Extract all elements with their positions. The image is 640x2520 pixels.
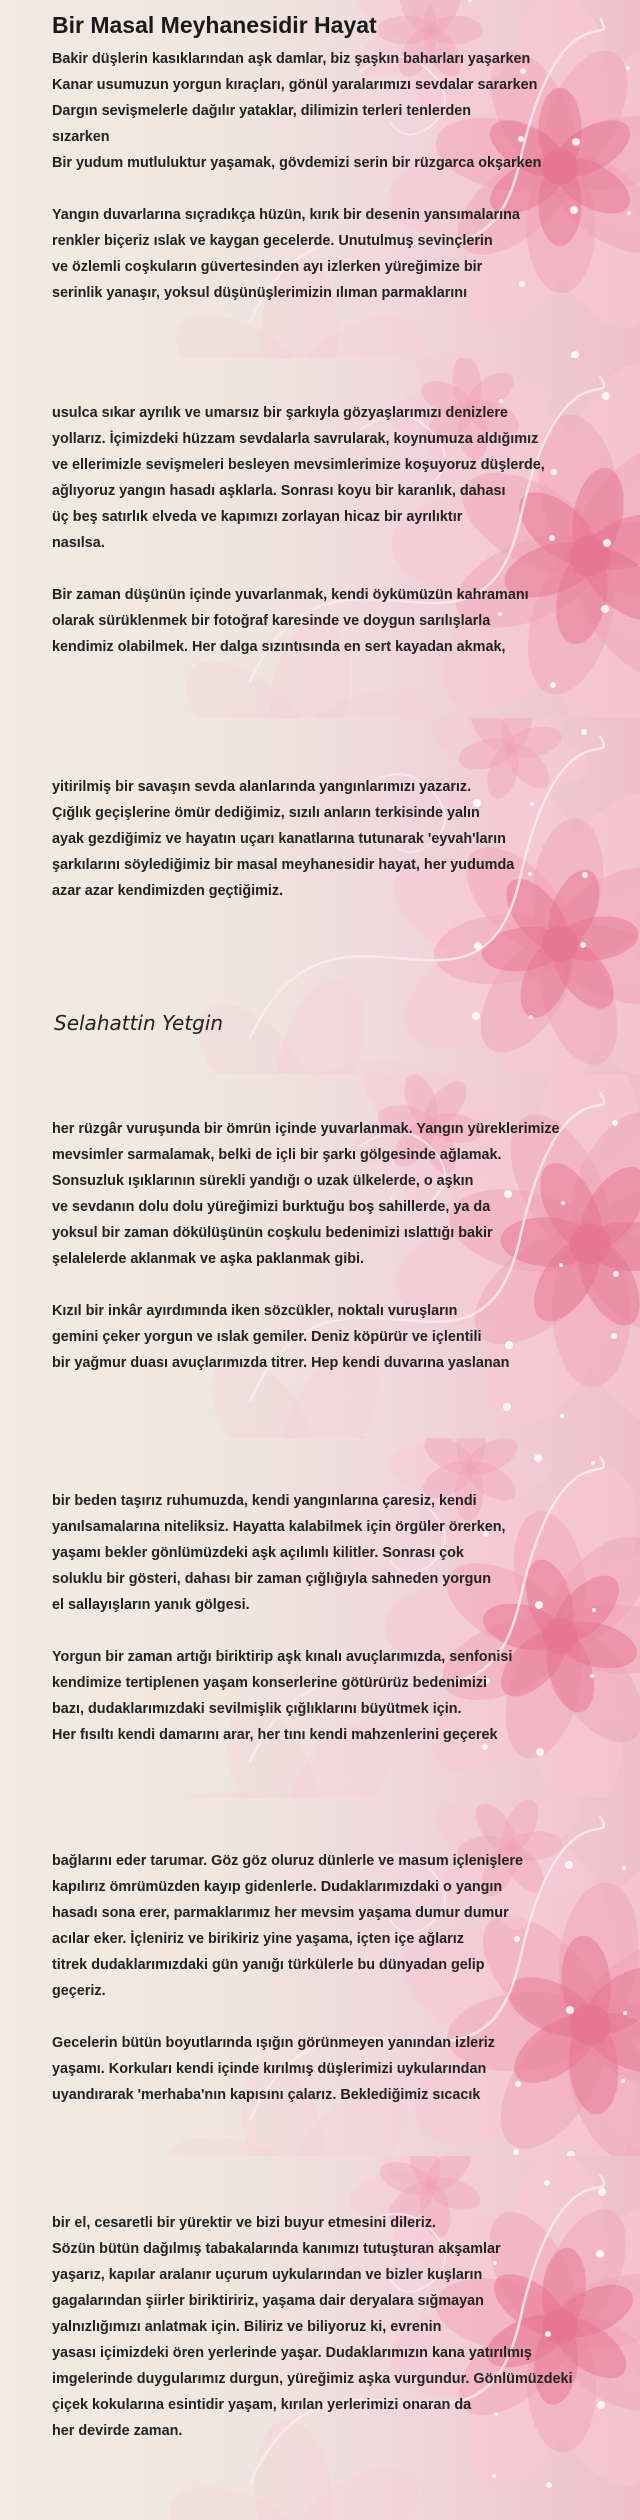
stanza (52, 2030, 640, 2108)
poem-line: acılar eker. İçleniriz ve birikiriz yine yaşama, içten içe ağlarız (52, 1931, 464, 1947)
poem-line: Çığlık geçişlerine ömür dediğimiz, sızılı anların terkisinde yalın (52, 805, 480, 821)
panel-text (52, 774, 640, 904)
panel-text (52, 2210, 640, 2444)
poem-line: Yorgun bir zaman artığı biriktirip aşk kınalı avuçlarımızda, senfonisi (52, 1649, 513, 1665)
panel-text (52, 1116, 640, 1376)
poem-line: üç beş satırlık elveda ve kapımızı zorlayan hicaz bir ayrılıktır (52, 509, 463, 525)
poem-line: yaşamı. Korkuları kendi içinde kırılmış düşlerimizi uykularından (52, 2061, 487, 2077)
author-name: Selahattin Yetgin (54, 1011, 224, 1035)
stanza (52, 1116, 640, 1272)
poem-line: Sözün bütün dağılmış tabakalarında kanımızı tutuşturan akşamlar (52, 2241, 501, 2257)
poem-line: yaşamı bekler gönlümüzdeki aşk açılımlı kilitler. Sonrası çok (52, 1545, 464, 1561)
poem-line: yalnızlığımızı anlatmak için. Biliriz ve biliyoruz ki, evrenin (52, 2319, 442, 2335)
poem-line: bir el, cesaretli bir yürektir ve bizi buyur etmesini dileriz. (52, 2215, 436, 2231)
poem-panel-7 (0, 2156, 640, 2520)
poem-line: bağlarını eder tarumar. Göz göz oluruz dünlerle ve masum içlenişlere (52, 1853, 524, 1869)
poem-line: yoksul bir zaman dökülüşünün coşkulu bedenimizi ıslattığı bakir (52, 1225, 493, 1241)
poem-title: Bir Masal Meyhanesidir Hayat (52, 12, 377, 38)
poem-line: her devirde zaman. (52, 2423, 183, 2439)
poem-line: serinlik yanaşır, yoksul düşünüşlerimizin ılıman parmaklarını (52, 285, 468, 301)
poem-line: yaşarız, kapılar aralanır uçurum uykularından ve bizler kuşların (52, 2267, 483, 2283)
poem-line: nasılsa. (52, 535, 105, 551)
poem-line: kendimiz olabilmek. Her dalga sızıntısında en sert kayadan akmak, (52, 639, 506, 655)
poem-panel-1 (0, 0, 640, 358)
poem-line: kendimize tertiplenen yaşam konserlerine götürürüz bedenimizi (52, 1675, 488, 1691)
poem-line: renkler biçeriz ıslak ve kaygan gecelerde. Unutulmuş sevinçlerin (52, 233, 493, 249)
poem-line: bir yağmur duası avuçlarımızda titrer. Hep kendi duvarına yaslanan (52, 1355, 510, 1371)
poem-line: azar azar kendimizden geçtiğimiz. (52, 883, 284, 899)
poem-line: Sonsuzluk ışıklarının sürekli yandığı o uzak ülkelerde, o aşkın (52, 1173, 474, 1189)
poem-line: yanılsamalarına niteliksiz. Hayatta kalabilmek için örgüler örerken, (52, 1519, 506, 1535)
poem-line: şarkılarını söylediğimiz bir masal meyhanesidir hayat, her yudumda (52, 857, 515, 873)
poem-line: ağlıyoruz yangın hasadı aşklarla. Sonrası koyu bir karanlık, dahası (52, 483, 506, 499)
poem-line: her rüzgâr vuruşunda bir ömrün içinde yuvarlanmak. Yangın yüreklerimize (52, 1121, 560, 1137)
poem-line: Dargın sevişmelerle dağılır yataklar, dilimizin terleri tenlerden (52, 103, 472, 119)
stanza (52, 1848, 640, 2004)
poem-line: uyandırarak 'merhaba'nın kapısını çalarız. Beklediğimiz sıcacık (52, 2087, 481, 2103)
poem-line: usulca sıkar ayrılık ve umarsız bir şarkıyla gözyaşlarımızı denizlere (52, 405, 508, 421)
stanza (52, 2210, 640, 2444)
poem-line: mevsimler sarmalamak, belki de içli bir şarkı gölgesinde ağlamak. (52, 1147, 502, 1163)
stanza (52, 46, 640, 176)
poem-line: sızarken (52, 129, 110, 145)
poem-line: Her fısıltı kendi damarını arar, her tını kendi mahzenlerini geçerek (52, 1727, 498, 1743)
poem-line: ve ellerimizle sevişmeleri besleyen mevsimlerimize koşuyoruz düşlerde, (52, 457, 545, 473)
poem-line: olarak sürüklenmek bir fotoğraf karesinde ve doygun sarılışlarla (52, 613, 491, 629)
poem-line: kapılırız ömrümüzden kayıp gidenlerle. Dudaklarımızdaki o yangın (52, 1879, 503, 1895)
poem-line: Kızıl bir inkâr ayırdımında iken sözcükler, noktalı vuruşların (52, 1303, 458, 1319)
poem-line: yasası içimizdeki ören yerlerinde yaşar. Dudaklarımızın kana yatırılmış (52, 2345, 532, 2361)
panel-text (52, 46, 640, 306)
poem-line: Bakir düşlerin kasıklarından aşk damlar, biz şaşkın baharları yaşarken (52, 51, 531, 67)
poem-line: Yangın duvarlarına sıçradıkça hüzün, kırık bir desenin yansımalarına (52, 207, 520, 223)
panel-text (52, 1488, 640, 1748)
poem-line: titrek dudaklarımızdaki gün yanığı türkülerle bu dünyadan gelip (52, 1957, 485, 1973)
poem-line: yollarız. İçimizdeki hüzzam sevdalarla savrularak, koynumuza aldığımız (52, 431, 539, 447)
poem-line: şelalelerde aklanmak ve aşka paklanmak gibi. (52, 1251, 364, 1267)
poem-line: el sallayışların yanık gölgesi. (52, 1597, 250, 1613)
poem-line: bir beden taşırız ruhumuzda, kendi yangınlarına çaresiz, kendi (52, 1493, 477, 1509)
stanza (52, 400, 640, 556)
poem-line: Bir yudum mutluluktur yaşamak, gövdemizi serin bir rüzgarca okşarken (52, 155, 542, 171)
poem-line: gagalarından şiirler biriktiririz, yaşama dair deryalara sığmayan (52, 2293, 484, 2309)
stanza (52, 1644, 640, 1748)
poem-line: ve özlemli coşkuların güvertesinden ayı izlerken yüreğimize bir (52, 259, 483, 275)
stanza (52, 1488, 640, 1618)
poem-panel-4 (0, 1074, 640, 1438)
poem-line: ayak gezdiğimiz ve hayatın uçarı kanatlarına tutunarak 'eyvah'ların (52, 831, 506, 847)
poem-line: Bir zaman düşünün içinde yuvarlanmak, kendi öykümüzün kahramanı (52, 587, 529, 603)
poem-line: bazı, dudaklarımızdaki sevilmişlik çığlıklarını büyütmek için. (52, 1701, 462, 1717)
poem-line: Kanar usumuzun yorgun kıraçları, gönül yaralarımızı sevdalar sararken (52, 77, 538, 93)
poem-line: imgelerinde duygularımız durgun, yüreğimiz aşka vurgundur. Gönlümüzdeki (52, 2371, 573, 2387)
poem-panel-5 (0, 1438, 640, 1798)
poem-line: gemini çeker yorgun ve ıslak gemiler. Deniz köpürür ve içlentili (52, 1329, 482, 1345)
poem-line: geçeriz. (52, 1983, 106, 1999)
poem-panel-6 (0, 1798, 640, 2156)
poem-panel-2 (0, 358, 640, 718)
poem-line: ve sevdanın dolu dolu yüreğimizi burktuğu boş sahillerde, ya da (52, 1199, 491, 1215)
poem-line: hasadı sona erer, parmaklarımız her mevsim yaşama dumur dumur (52, 1905, 509, 1921)
panel-text (52, 400, 640, 660)
poem-line: Gecelerin bütün boyutlarında ışığın görünmeyen yanından izleriz (52, 2035, 495, 2051)
poem-line: çiçek kokularına esintidir yaşam, kırılan yerlerimizi onaran da (52, 2397, 472, 2413)
stanza (52, 582, 640, 660)
stanza (52, 202, 640, 306)
poem-line: soluklu bir gösteri, dahası bir zaman çığlığıyla sahneden yorgun (52, 1571, 492, 1587)
panel-text (52, 1848, 640, 2108)
stanza (52, 1298, 640, 1376)
poem-line: yitirilmiş bir savaşın sevda alanlarında yangınlarımızı yazarız. (52, 779, 472, 795)
stanza (52, 774, 640, 904)
